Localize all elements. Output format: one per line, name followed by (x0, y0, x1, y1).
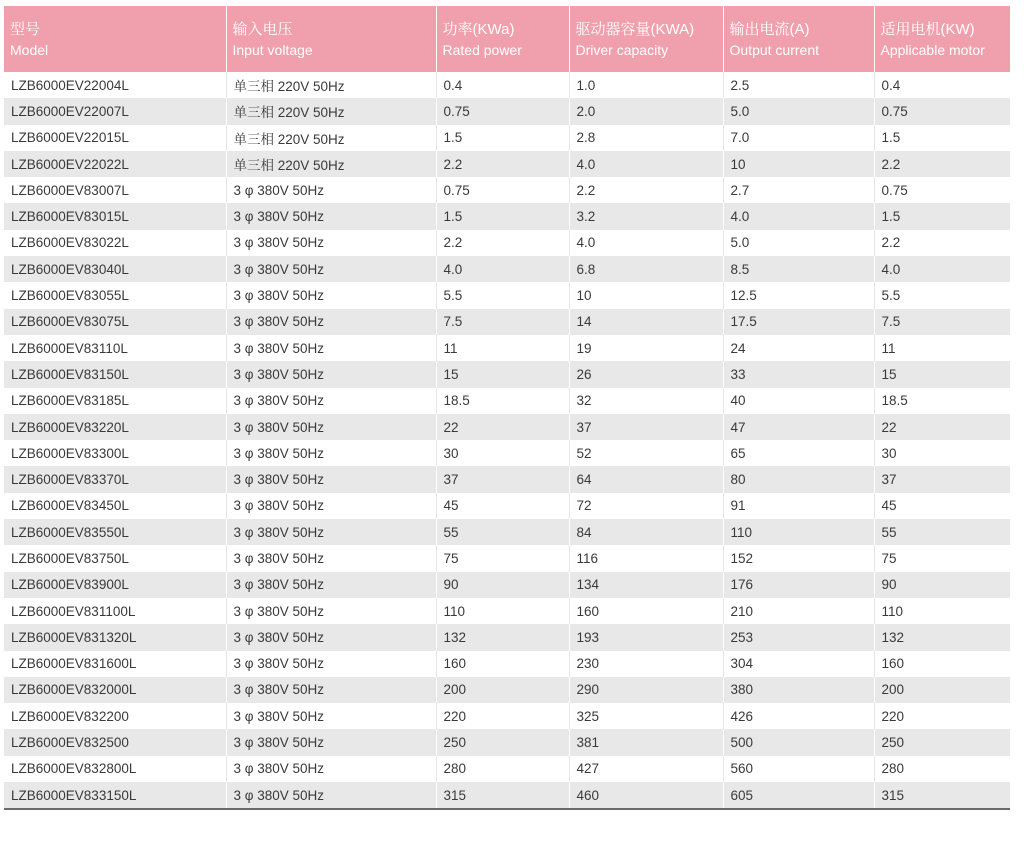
cell-applicable-motor: 200 (874, 677, 1010, 703)
column-header-en: Rated power (442, 41, 522, 58)
column-header-zh: 功率(KWa) (442, 20, 515, 38)
cell-model: LZB6000EV831100L (4, 598, 226, 624)
cell-rated-power: 200 (436, 677, 569, 703)
cell-rated-power: 220 (436, 703, 569, 729)
cell-output-current: 12.5 (723, 282, 874, 308)
cell-input-voltage: 3 φ 380V 50Hz (226, 624, 436, 650)
cell-model: LZB6000EV832500 (4, 729, 226, 755)
cell-applicable-motor: 18.5 (874, 388, 1010, 414)
cell-driver-capacity: 2.0 (569, 98, 723, 124)
cell-applicable-motor: 45 (874, 493, 1010, 519)
table-row (4, 177, 1010, 203)
table-row (4, 388, 1010, 414)
cell-applicable-motor: 5.5 (874, 282, 1010, 308)
cell-driver-capacity: 84 (569, 519, 723, 545)
cell-input-voltage: 3 φ 380V 50Hz (226, 230, 436, 256)
cell-rated-power: 1.5 (436, 125, 569, 151)
table-row (4, 729, 1010, 755)
table-row (4, 309, 1010, 335)
cell-input-voltage: 3 φ 380V 50Hz (226, 177, 436, 203)
cell-rated-power: 132 (436, 624, 569, 650)
cell-model: LZB6000EV22004L (4, 72, 226, 98)
cell-output-current: 4.0 (723, 203, 874, 229)
column-header-driver-capacity (569, 6, 723, 72)
cell-model: LZB6000EV22022L (4, 151, 226, 177)
cell-input-voltage: 3 φ 380V 50Hz (226, 335, 436, 361)
cell-applicable-motor: 90 (874, 572, 1010, 598)
table-row (4, 756, 1010, 782)
cell-applicable-motor: 220 (874, 703, 1010, 729)
column-header-en: Input voltage (232, 41, 313, 58)
cell-input-voltage: 3 φ 380V 50Hz (226, 414, 436, 440)
cell-model: LZB6000EV83550L (4, 519, 226, 545)
cell-output-current: 380 (723, 677, 874, 703)
cell-driver-capacity: 3.2 (569, 203, 723, 229)
cell-input-voltage: 单三相 220V 50Hz (226, 72, 436, 98)
cell-output-current: 80 (723, 466, 874, 492)
column-header-zh: 驱动器容量(KWA) (575, 20, 695, 38)
cell-applicable-motor: 250 (874, 729, 1010, 755)
cell-input-voltage: 3 φ 380V 50Hz (226, 309, 436, 335)
table-row (4, 677, 1010, 703)
table-row (4, 703, 1010, 729)
cell-output-current: 33 (723, 361, 874, 387)
cell-rated-power: 30 (436, 440, 569, 466)
cell-output-current: 210 (723, 598, 874, 624)
table-row (4, 598, 1010, 624)
cell-input-voltage: 3 φ 380V 50Hz (226, 782, 436, 809)
cell-input-voltage: 3 φ 380V 50Hz (226, 493, 436, 519)
cell-applicable-motor: 280 (874, 756, 1010, 782)
table-row (4, 440, 1010, 466)
cell-driver-capacity: 32 (569, 388, 723, 414)
column-header-zh: 输入电压 (232, 20, 293, 38)
cell-input-voltage: 3 φ 380V 50Hz (226, 572, 436, 598)
column-header-applicable-motor (874, 6, 1010, 72)
table-row (4, 414, 1010, 440)
cell-rated-power: 160 (436, 651, 569, 677)
cell-driver-capacity: 381 (569, 729, 723, 755)
cell-driver-capacity: 427 (569, 756, 723, 782)
cell-output-current: 8.5 (723, 256, 874, 282)
cell-driver-capacity: 134 (569, 572, 723, 598)
cell-output-current: 65 (723, 440, 874, 466)
cell-applicable-motor: 30 (874, 440, 1010, 466)
cell-rated-power: 37 (436, 466, 569, 492)
cell-model: LZB6000EV831320L (4, 624, 226, 650)
cell-rated-power: 0.75 (436, 177, 569, 203)
cell-rated-power: 18.5 (436, 388, 569, 414)
cell-rated-power: 1.5 (436, 203, 569, 229)
cell-input-voltage: 单三相 220V 50Hz (226, 151, 436, 177)
cell-applicable-motor: 1.5 (874, 203, 1010, 229)
table-header (4, 6, 1010, 72)
cell-model: LZB6000EV83900L (4, 572, 226, 598)
cell-input-voltage: 3 φ 380V 50Hz (226, 598, 436, 624)
cell-input-voltage: 3 φ 380V 50Hz (226, 703, 436, 729)
cell-output-current: 560 (723, 756, 874, 782)
cell-output-current: 304 (723, 651, 874, 677)
cell-rated-power: 2.2 (436, 230, 569, 256)
cell-rated-power: 15 (436, 361, 569, 387)
cell-output-current: 426 (723, 703, 874, 729)
cell-output-current: 110 (723, 519, 874, 545)
cell-rated-power: 315 (436, 782, 569, 809)
cell-rated-power: 7.5 (436, 309, 569, 335)
cell-applicable-motor: 22 (874, 414, 1010, 440)
cell-model: LZB6000EV83055L (4, 282, 226, 308)
cell-model: LZB6000EV83075L (4, 309, 226, 335)
cell-output-current: 253 (723, 624, 874, 650)
cell-driver-capacity: 37 (569, 414, 723, 440)
cell-rated-power: 75 (436, 545, 569, 571)
cell-rated-power: 0.4 (436, 72, 569, 98)
cell-applicable-motor: 2.2 (874, 151, 1010, 177)
cell-applicable-motor: 75 (874, 545, 1010, 571)
cell-model: LZB6000EV83007L (4, 177, 226, 203)
cell-output-current: 500 (723, 729, 874, 755)
cell-model: LZB6000EV832000L (4, 677, 226, 703)
cell-applicable-motor: 15 (874, 361, 1010, 387)
table-row (4, 72, 1010, 98)
cell-rated-power: 0.75 (436, 98, 569, 124)
cell-applicable-motor: 4.0 (874, 256, 1010, 282)
cell-rated-power: 55 (436, 519, 569, 545)
cell-input-voltage: 3 φ 380V 50Hz (226, 519, 436, 545)
table-body (4, 72, 1010, 809)
cell-input-voltage: 3 φ 380V 50Hz (226, 203, 436, 229)
table-row (4, 361, 1010, 387)
cell-driver-capacity: 1.0 (569, 72, 723, 98)
cell-output-current: 5.0 (723, 230, 874, 256)
cell-driver-capacity: 4.0 (569, 230, 723, 256)
table-row (4, 545, 1010, 571)
table-row (4, 125, 1010, 151)
column-header-zh: 输出电流(A) (729, 20, 810, 38)
cell-driver-capacity: 72 (569, 493, 723, 519)
cell-model: LZB6000EV22015L (4, 125, 226, 151)
cell-applicable-motor: 7.5 (874, 309, 1010, 335)
cell-rated-power: 2.2 (436, 151, 569, 177)
cell-output-current: 91 (723, 493, 874, 519)
cell-model: LZB6000EV832800L (4, 756, 226, 782)
cell-rated-power: 90 (436, 572, 569, 598)
cell-applicable-motor: 160 (874, 651, 1010, 677)
cell-applicable-motor: 132 (874, 624, 1010, 650)
column-header-model (4, 6, 226, 72)
cell-driver-capacity: 325 (569, 703, 723, 729)
cell-applicable-motor: 55 (874, 519, 1010, 545)
column-header-en: Output current (729, 41, 819, 58)
column-header-zh: 适用电机(KW) (880, 20, 975, 38)
cell-driver-capacity: 2.2 (569, 177, 723, 203)
cell-rated-power: 280 (436, 756, 569, 782)
cell-rated-power: 22 (436, 414, 569, 440)
table-row (4, 466, 1010, 492)
cell-applicable-motor: 11 (874, 335, 1010, 361)
table-row (4, 624, 1010, 650)
cell-rated-power: 110 (436, 598, 569, 624)
cell-driver-capacity: 116 (569, 545, 723, 571)
table-row (4, 282, 1010, 308)
cell-input-voltage: 3 φ 380V 50Hz (226, 440, 436, 466)
cell-output-current: 10 (723, 151, 874, 177)
cell-output-current: 5.0 (723, 98, 874, 124)
cell-model: LZB6000EV831600L (4, 651, 226, 677)
table-row (4, 335, 1010, 361)
table-row (4, 256, 1010, 282)
cell-model: LZB6000EV83150L (4, 361, 226, 387)
cell-input-voltage: 3 φ 380V 50Hz (226, 756, 436, 782)
column-header-en: Model (10, 41, 49, 58)
cell-rated-power: 5.5 (436, 282, 569, 308)
cell-output-current: 40 (723, 388, 874, 414)
table-row (4, 230, 1010, 256)
cell-driver-capacity: 290 (569, 677, 723, 703)
cell-model: LZB6000EV83220L (4, 414, 226, 440)
column-header-input-voltage (226, 6, 436, 72)
column-header-output-current (723, 6, 874, 72)
cell-model: LZB6000EV83300L (4, 440, 226, 466)
cell-model: LZB6000EV83370L (4, 466, 226, 492)
cell-driver-capacity: 193 (569, 624, 723, 650)
cell-model: LZB6000EV83022L (4, 230, 226, 256)
cell-input-voltage: 3 φ 380V 50Hz (226, 545, 436, 571)
cell-rated-power: 4.0 (436, 256, 569, 282)
cell-driver-capacity: 460 (569, 782, 723, 809)
table-row (4, 203, 1010, 229)
cell-output-current: 2.5 (723, 72, 874, 98)
cell-input-voltage: 3 φ 380V 50Hz (226, 651, 436, 677)
cell-applicable-motor: 1.5 (874, 125, 1010, 151)
cell-driver-capacity: 2.8 (569, 125, 723, 151)
cell-applicable-motor: 0.75 (874, 98, 1010, 124)
table-row (4, 572, 1010, 598)
column-header-en: Applicable motor (880, 41, 985, 58)
cell-driver-capacity: 6.8 (569, 256, 723, 282)
cell-output-current: 2.7 (723, 177, 874, 203)
cell-output-current: 47 (723, 414, 874, 440)
cell-output-current: 7.0 (723, 125, 874, 151)
column-header-en: Driver capacity (575, 41, 669, 58)
cell-driver-capacity: 160 (569, 598, 723, 624)
table-row (4, 651, 1010, 677)
cell-input-voltage: 3 φ 380V 50Hz (226, 361, 436, 387)
table-row (4, 151, 1010, 177)
cell-applicable-motor: 37 (874, 466, 1010, 492)
cell-driver-capacity: 14 (569, 309, 723, 335)
cell-input-voltage: 3 φ 380V 50Hz (226, 256, 436, 282)
column-header-rated-power (436, 6, 569, 72)
table-row (4, 493, 1010, 519)
cell-input-voltage: 3 φ 380V 50Hz (226, 388, 436, 414)
cell-driver-capacity: 52 (569, 440, 723, 466)
cell-driver-capacity: 26 (569, 361, 723, 387)
table-row (4, 782, 1010, 809)
cell-applicable-motor: 0.75 (874, 177, 1010, 203)
cell-driver-capacity: 64 (569, 466, 723, 492)
cell-applicable-motor: 2.2 (874, 230, 1010, 256)
cell-input-voltage: 3 φ 380V 50Hz (226, 282, 436, 308)
cell-model: LZB6000EV83750L (4, 545, 226, 571)
header-row (4, 6, 1010, 72)
spec-table (4, 6, 1010, 810)
cell-model: LZB6000EV83450L (4, 493, 226, 519)
cell-model: LZB6000EV83040L (4, 256, 226, 282)
cell-model: LZB6000EV22007L (4, 98, 226, 124)
cell-output-current: 152 (723, 545, 874, 571)
cell-driver-capacity: 230 (569, 651, 723, 677)
cell-driver-capacity: 4.0 (569, 151, 723, 177)
column-header-zh: 型号 (10, 20, 41, 38)
cell-input-voltage: 3 φ 380V 50Hz (226, 466, 436, 492)
cell-input-voltage: 3 φ 380V 50Hz (226, 677, 436, 703)
cell-applicable-motor: 110 (874, 598, 1010, 624)
cell-output-current: 605 (723, 782, 874, 809)
cell-rated-power: 45 (436, 493, 569, 519)
cell-driver-capacity: 19 (569, 335, 723, 361)
cell-input-voltage: 3 φ 380V 50Hz (226, 729, 436, 755)
cell-rated-power: 11 (436, 335, 569, 361)
cell-model: LZB6000EV83110L (4, 335, 226, 361)
cell-applicable-motor: 0.4 (874, 72, 1010, 98)
cell-applicable-motor: 315 (874, 782, 1010, 809)
cell-output-current: 176 (723, 572, 874, 598)
cell-output-current: 17.5 (723, 309, 874, 335)
cell-model: LZB6000EV833150L (4, 782, 226, 809)
cell-input-voltage: 单三相 220V 50Hz (226, 98, 436, 124)
cell-rated-power: 250 (436, 729, 569, 755)
table-row (4, 519, 1010, 545)
cell-model: LZB6000EV83015L (4, 203, 226, 229)
cell-output-current: 24 (723, 335, 874, 361)
cell-input-voltage: 单三相 220V 50Hz (226, 125, 436, 151)
table-row (4, 98, 1010, 124)
cell-model: LZB6000EV83185L (4, 388, 226, 414)
cell-model: LZB6000EV832200 (4, 703, 226, 729)
cell-driver-capacity: 10 (569, 282, 723, 308)
